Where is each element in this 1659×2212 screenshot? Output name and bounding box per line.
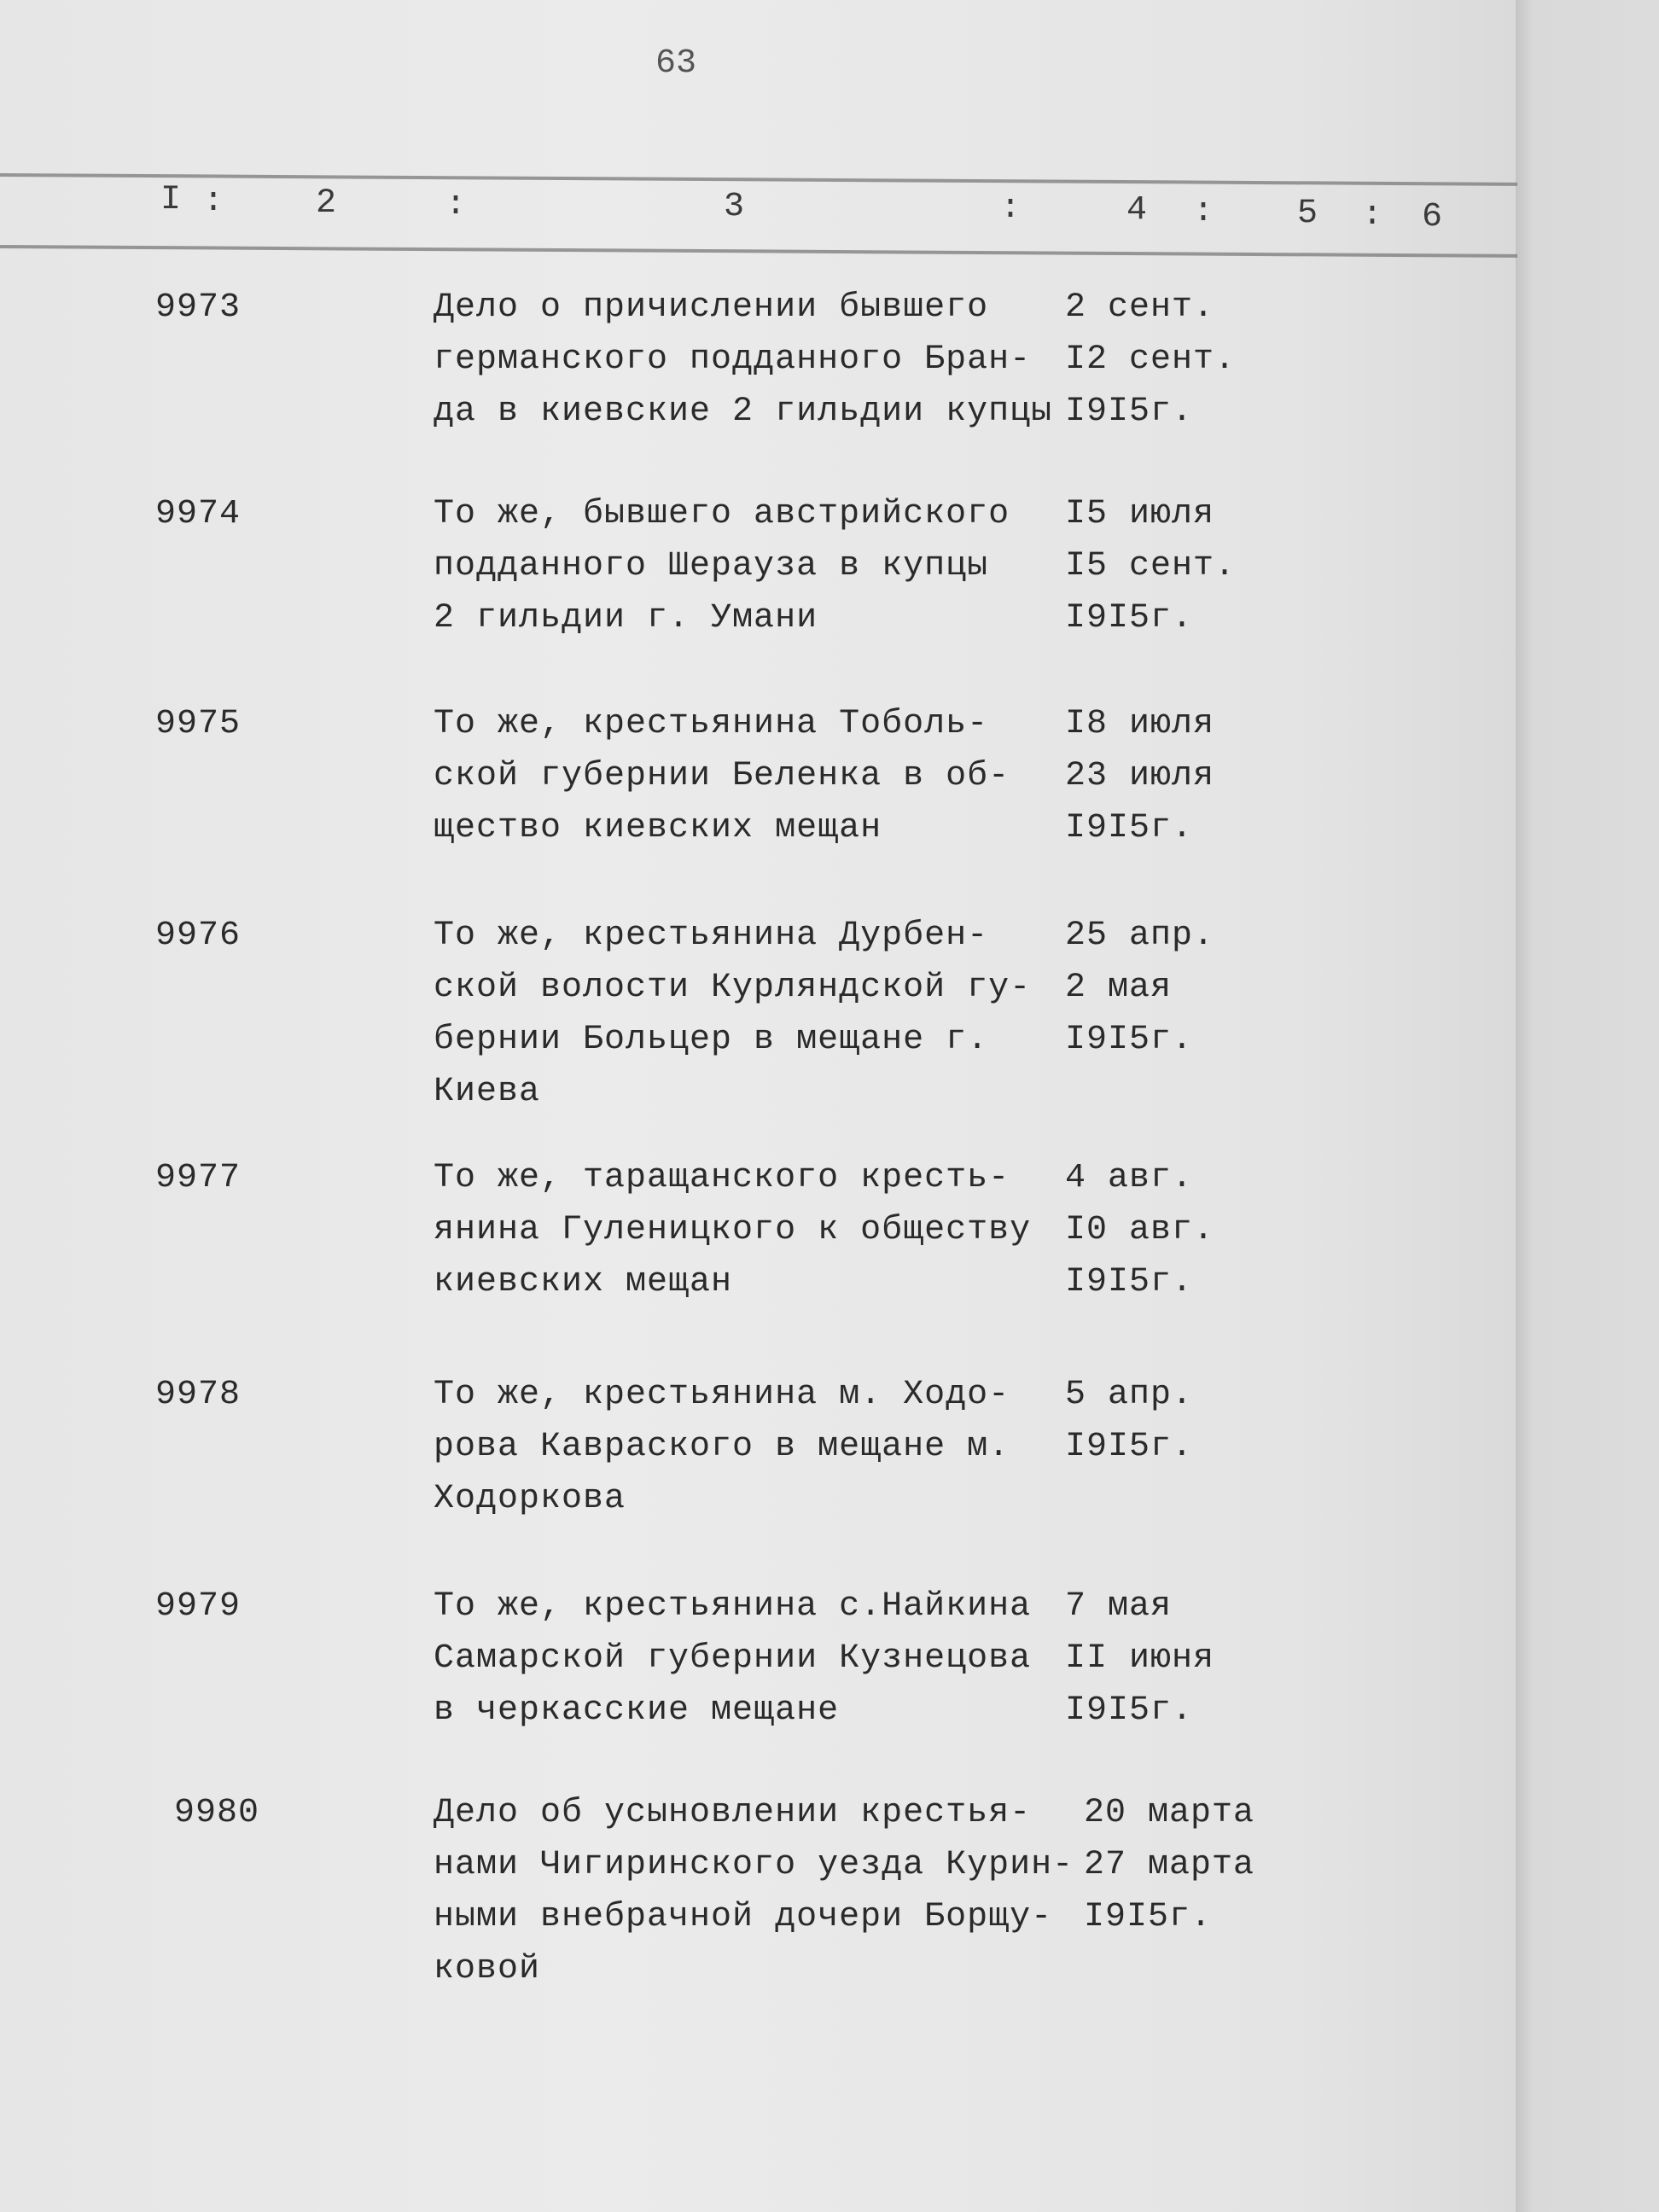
entry-number: 9976: [155, 917, 242, 955]
entry-description: [434, 698, 1010, 854]
background-edge: [1516, 0, 1659, 2212]
description-line: германского подданного Бран-: [434, 341, 1032, 379]
date-line: I2 сент.: [1065, 341, 1237, 379]
date-line: 20 марта: [1084, 1794, 1255, 1832]
entry-description: [434, 488, 1010, 644]
entry-number: 9974: [155, 495, 242, 533]
column-number: 3: [724, 188, 745, 226]
date-line: 4 авг.: [1065, 1159, 1194, 1197]
entry-number: 9980: [174, 1794, 260, 1832]
date-line: I9I5г.: [1065, 809, 1194, 847]
date-line: 7 мая: [1065, 1587, 1173, 1626]
column-number: I: [160, 181, 182, 219]
description-line: ской волости Курляндской гу-: [434, 969, 1032, 1007]
date-line: I9I5г.: [1065, 599, 1194, 637]
entry-description: [434, 1152, 1031, 1308]
description-line: То же, крестьянина Дурбен-: [434, 917, 989, 955]
date-line: II июня: [1065, 1639, 1215, 1678]
column-separator: :: [1362, 196, 1383, 235]
column-separator: :: [1000, 189, 1022, 228]
date-line: I8 июля: [1065, 705, 1215, 743]
entry-dates: [1065, 1152, 1214, 1308]
description-line: Киева: [434, 1073, 541, 1111]
date-line: 25 апр.: [1065, 917, 1215, 955]
entry-dates: [1065, 488, 1236, 644]
description-line: подданного Шерауза в купцы: [434, 547, 989, 585]
entry-number: 9979: [155, 1587, 242, 1626]
entry-dates: [1065, 910, 1214, 1066]
entry-description: [434, 910, 1031, 1118]
column-separator: :: [445, 186, 467, 224]
description-line: щество киевских мещан: [434, 809, 882, 847]
date-line: 2 мая: [1065, 969, 1173, 1007]
description-line: ковой: [434, 1950, 541, 1988]
entry-description: [434, 1787, 1074, 1995]
description-line: янина Гуленицкого к обществу: [434, 1211, 1032, 1249]
description-line: в черкасские мещане: [434, 1691, 840, 1730]
entry-dates: [1065, 1369, 1193, 1473]
date-line: I9I5г.: [1065, 1021, 1194, 1059]
description-line: Ходоркова: [434, 1480, 626, 1518]
page-number: 63: [655, 44, 697, 83]
entry-dates: [1084, 1787, 1254, 1943]
date-line: I5 сент.: [1065, 547, 1237, 585]
description-line: То же, крестьянина Тоболь-: [434, 705, 989, 743]
description-line: То же, крестьянина м. Ходо-: [434, 1376, 1010, 1414]
description-line: Дело о причислении бывшего: [434, 288, 989, 327]
description-line: ными внебрачной дочери Борщу-: [434, 1898, 1053, 1936]
date-line: I9I5г.: [1065, 1691, 1194, 1730]
description-line: Самарской губернии Кузнецова: [434, 1639, 1032, 1678]
description-line: бернии Больцер в мещане г.: [434, 1021, 989, 1059]
entry-description: [434, 282, 1052, 438]
description-line: То же, крестьянина с.Найкина: [434, 1587, 1032, 1626]
description-line: киевских мещан: [434, 1263, 733, 1301]
date-line: I9I5г.: [1065, 1263, 1194, 1301]
date-line: I9I5г.: [1065, 1428, 1194, 1466]
column-number: 2: [316, 184, 337, 223]
entry-description: [434, 1369, 1010, 1525]
description-line: 2 гильдии г. Умани: [434, 599, 818, 637]
entry-number: 9975: [155, 705, 242, 743]
date-line: 23 июля: [1065, 757, 1215, 795]
description-line: То же, таращанского кресть-: [434, 1159, 1010, 1197]
date-line: I0 авг.: [1065, 1211, 1215, 1249]
date-line: 27 марта: [1084, 1846, 1255, 1884]
description-line: нами Чигиринского уезда Курин-: [434, 1846, 1074, 1884]
date-line: I9I5г.: [1084, 1898, 1213, 1936]
description-line: ской губернии Беленка в об-: [434, 757, 1010, 795]
column-separator: :: [1193, 193, 1214, 231]
date-line: I5 июля: [1065, 495, 1215, 533]
entry-dates: [1065, 1580, 1214, 1737]
date-line: 2 сент.: [1065, 288, 1215, 327]
column-number: 5: [1297, 195, 1318, 233]
entry-number: 9977: [155, 1159, 242, 1197]
column-separator: :: [203, 183, 224, 221]
entry-description: [434, 1580, 1031, 1737]
column-number: 4: [1126, 191, 1148, 230]
description-line: да в киевские 2 гильдии купцы: [434, 393, 1053, 431]
column-number: 6: [1422, 198, 1443, 236]
date-line: I9I5г.: [1065, 393, 1194, 431]
entry-dates: [1065, 698, 1214, 854]
entry-number: 9978: [155, 1376, 242, 1414]
description-line: То же, бывшего австрийского: [434, 495, 1010, 533]
entry-number: 9973: [155, 288, 242, 327]
description-line: рова Кавраского в мещане м.: [434, 1428, 1010, 1466]
date-line: 5 апр.: [1065, 1376, 1194, 1414]
entry-dates: [1065, 282, 1236, 438]
description-line: Дело об усыновлении крестья-: [434, 1794, 1032, 1832]
